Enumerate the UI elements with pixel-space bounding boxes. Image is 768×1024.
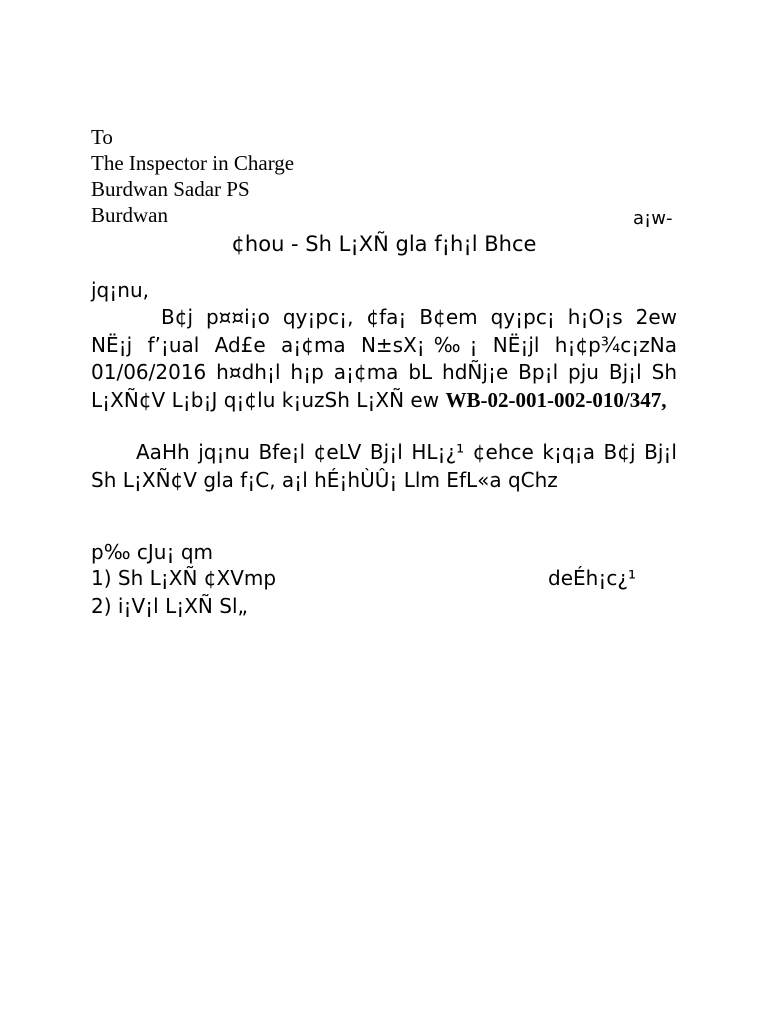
recipient-title: The Inspector in Charge: [91, 151, 295, 175]
enclosure-item-1: 1) Sh L¡XÑ ¢XVmp: [91, 566, 277, 590]
enclosures-title: p‰ cJu¡ qm: [91, 540, 214, 564]
enclosure-row-2: [91, 594, 636, 618]
to-label: To: [91, 125, 113, 149]
registration-number: WB-02-001-002-010/347,: [445, 387, 667, 412]
body-paragraph-1: [91, 304, 677, 414]
salutation: jq¡nu,: [91, 278, 149, 302]
enclosure-item-2: 2) i¡V¡l L¡XÑ Sl„: [91, 594, 248, 618]
subject-line: ¢hou - Sh L¡XÑ gla f¡h¡l Bhce: [231, 232, 537, 256]
paragraph-1-text: B¢j p¤¤i¡o qy¡pc¡, ¢fa¡ B¢em qy¡pc¡ h¡O¡s 2ew NË¡j f’¡ual Ad£e a¡¢ma N±sX¡‰¡ NË¡jl h¡¢p¾c¡zNa 01/06/2016 h¤dh¡l h¡p a¡¢ma bL hdÑj¡e Bp¡l pju Bj¡l Sh L¡XÑ¢V L¡b¡J q¡¢lu k¡uzSh L¡XÑ ew: [91, 305, 677, 412]
body-paragraph-2: [91, 439, 677, 494]
signature-label: deÉh¡c¿¹: [548, 566, 636, 590]
recipient-station: Burdwan Sadar PS: [91, 177, 250, 201]
enclosure-row-1: [91, 566, 636, 590]
recipient-city: Burdwan: [91, 203, 168, 227]
recipient-address-block: [91, 124, 673, 229]
paragraph-2-text: AaHh jq¡nu Bfe¡l ¢eLV Bj¡l HL¡¿¹ ¢ehce k¡q¡a B¢j Bj¡l Sh L¡XÑ¢V gla f¡C, a¡l hÉ¡hÙÛ¡ Llm EfL«a qChz: [91, 440, 677, 492]
reference-mark: a¡w-: [633, 208, 673, 229]
recipient-city-row: [91, 202, 673, 229]
